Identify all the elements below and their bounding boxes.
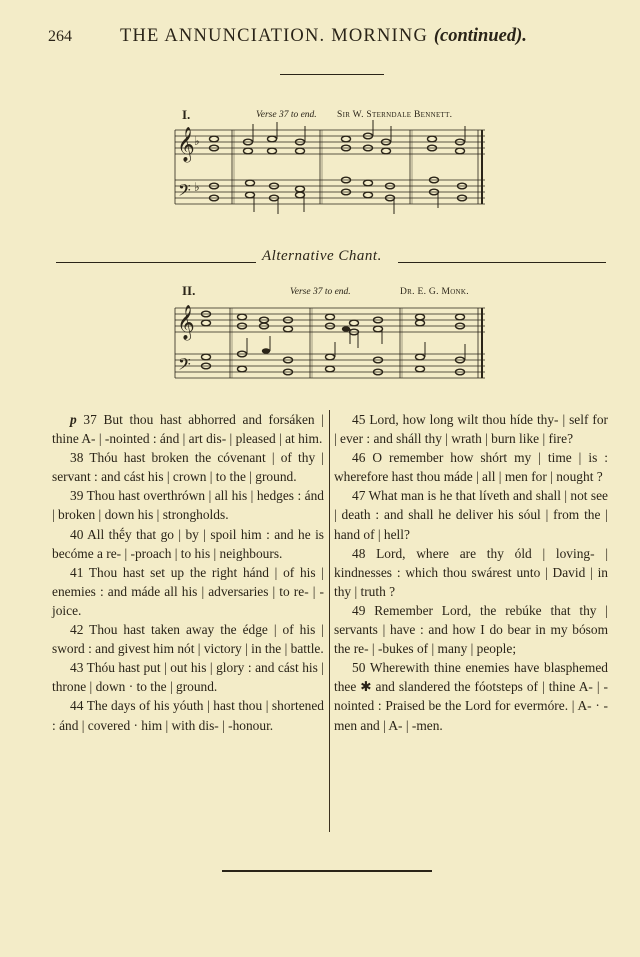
chant-1-composer: Sir W. Sterndale Bennett. xyxy=(337,110,453,120)
verse-46: 46 O remember how shórt my | time | is : wherefore hast thou máde | all | men for | nought ? xyxy=(334,450,608,485)
verse-42: 42 Thou hast taken away the édge | of his | sword : and givest him nót | victory | in the | battle. xyxy=(52,622,324,657)
header-rule xyxy=(280,74,384,75)
psalm-column-left xyxy=(52,410,324,735)
chant-2-verse-range: Verse 37 to end. xyxy=(290,287,351,297)
verse-43: 43 Thóu hast put | out his | glory : and cást his | throne | down · to the | ground. xyxy=(52,660,324,695)
verse-39: 39 Thou hast overthrówn | all his | hedges : ánd | broken | down his | strongholds. xyxy=(52,488,324,523)
svg-text:𝄞: 𝄞 xyxy=(177,128,195,161)
verse-40: 40 All thḗy that go | by | spoil him : and he is becóme a re- | -proach | to his | neighbours. xyxy=(52,526,324,561)
svg-text:♭: ♭ xyxy=(194,180,200,194)
verse-48: 48 Lord, where are thy óld | loving- | kindnesses : which thou swárest unto | David | in thy | truth ? xyxy=(334,545,608,599)
svg-text:𝄢: 𝄢 xyxy=(178,356,191,378)
verse-49: 49 Remember Lord, the rebúke that thy | servants | have : and how I do bear in my bósom the re- | -bukes of | many | people; xyxy=(334,602,608,657)
svg-text:♭: ♭ xyxy=(194,134,200,148)
verse-47: 47 What man is he that líveth and shall | not see | death : and shall he deliver his sóul | from the | hand of | hell? xyxy=(334,488,608,542)
footer-rule xyxy=(222,870,432,872)
svg-text:𝄢: 𝄢 xyxy=(178,182,191,204)
verse-44: 44 The days of his yóuth | hast thou | shortened : ánd | covered · him | with dis- | -honour. xyxy=(52,698,324,733)
alt-rule-left xyxy=(56,262,256,263)
verse-45: 45 Lord, how long wilt thou híde thy- | self for | ever : and sháll thy | wrath | burn like | fire? xyxy=(334,412,608,447)
verse-37 xyxy=(52,410,324,448)
verse-38: 38 Thóu hast broken the cóvenant | of thy | servant : and cást his | crown | to the | ground. xyxy=(52,450,324,485)
verse-41: 41 Thou hast set up the right hánd | of his | enemies : and máde all his | adversaries | to re- | -joice. xyxy=(52,564,324,618)
dynamic-marking: p xyxy=(70,412,77,427)
verse-text: 37 But thou hast abhorred and forsáken | thine A- | -nointed : ánd | art dis- | pleased | at him. xyxy=(52,412,324,447)
running-header xyxy=(48,26,608,52)
chant-2-label: II. xyxy=(182,283,196,298)
chant-1-music xyxy=(170,120,490,220)
svg-text:𝄞: 𝄞 xyxy=(177,306,195,339)
continued-text: (continued). xyxy=(433,26,527,46)
title-text: THE ANNUNCIATION. xyxy=(120,26,326,46)
page-title xyxy=(120,26,527,47)
chant-1-label: I. xyxy=(182,107,191,122)
chant-1-verse-range: Verse 37 to end. xyxy=(256,110,317,120)
column-divider xyxy=(329,410,330,832)
alternative-chant-title: Alternative Chant. xyxy=(262,248,382,264)
chant-2-composer: Dr. E. G. Monk. xyxy=(400,287,469,297)
page-number: 264 xyxy=(48,28,72,45)
alt-rule-right xyxy=(398,262,606,263)
chant-2-music xyxy=(170,298,490,394)
psalm-column-right xyxy=(334,410,608,735)
verse-50: 50 Wherewith thine enemies have blasphemed thee ✱ and slandered the fóotsteps of | thine A- | -nointed : Praised be the Lord for evermóre. | A- · -men and | A- | -men. xyxy=(334,660,608,733)
section-text: MORNING xyxy=(331,26,429,46)
